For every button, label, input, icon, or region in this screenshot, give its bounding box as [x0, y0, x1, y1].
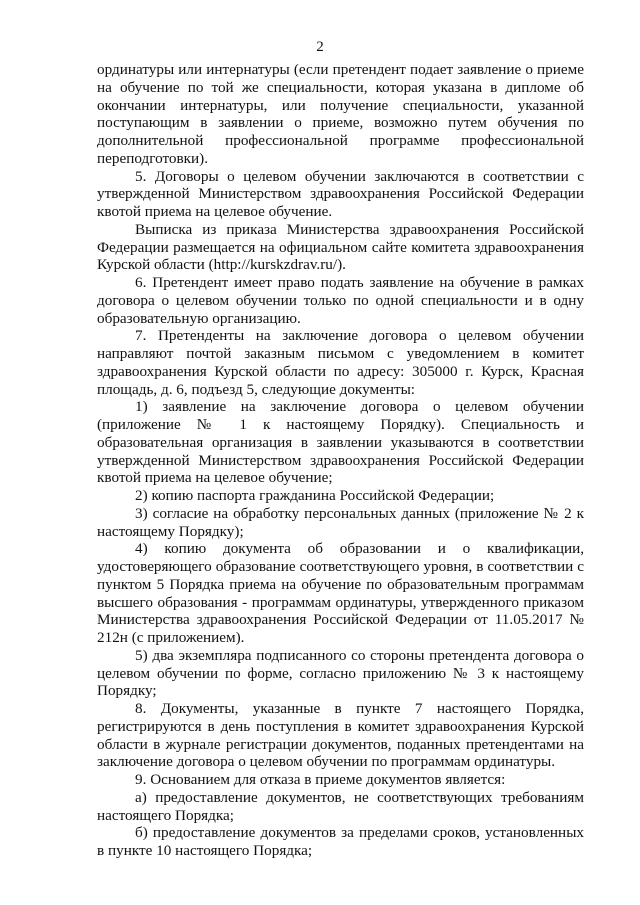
- document-body: [97, 61, 584, 860]
- paragraph-item-6: 6. Претендент имеет право подать заявление на обучение в рамках договора о целевом обучении только по одной специальности и в одну образовательную организацию.: [97, 274, 584, 327]
- paragraph-subitem-2: 2) копию паспорта гражданина Российской Федерации;: [135, 487, 495, 504]
- paragraph-continuation: ординатуры или интернатуры (если претендент подает заявление о приеме на обучение по той же специальности, которая указана в дипломе об окончании интернатуры, или получение специальности, указанной поступающим в заявлении о приеме, возможно путем обучения по дополнительной профессиональной программе профессиональной переподготовки).: [97, 61, 584, 167]
- paragraph-subitem-3: 3) согласие на обработку персональных данных (приложение № 2 к настоящему Порядку);: [97, 504, 584, 540]
- paragraph-item-5: 5. Договоры о целевом обучении заключаются в соответствии с утвержденной Министерством здравоохранения Российской Федерации квотой приема на целевое обучение.: [97, 167, 584, 220]
- paragraph-item-8: 8. Документы, указанные в пункте 7 настоящего Порядка, регистрируются в день поступления в комитет здравоохранения Курской области в журнале регистрации документов, поданных претендентами на заключение договора о целевом обучении по программам ординатуры.: [97, 700, 584, 771]
- paragraph-extract: Выписка из приказа Министерства здравоохранения Российской Федерации размещается на официальном сайте комитета здравоохранения Курской области (http://kurskzdrav.ru/).: [97, 220, 584, 274]
- paragraph-item-9: 9. Основанием для отказа в приеме документов является:: [135, 771, 506, 788]
- paragraph-subitem-4: 4) копию документа об образовании и о квалификации, удостоверяющего образование соответствующего уровня, в соответствии с пунктом 5 Порядка приема на обучение по образовательным программам высшего образования - программам ординатуры, утвержденного приказом Министерства здравоохранения Российской Федерации от 11.05.2017 № 212н (с приложением).: [97, 540, 584, 646]
- paragraph-subitem-1: 1) заявление на заключение договора о целевом обучении (приложение № 1 к настоящему Порядку). Специальность и образовательная организация в заявлении указываются в соответствии утвержденной Министерством здравоохранения Российской Федерации квотой приема на целевое обучение;: [97, 398, 584, 487]
- page-number: 2: [316, 39, 324, 55]
- paragraph-subitem-5: 5) два экземпляра подписанного со стороны претендента договора о целевом обучении по форме, согласно приложению № 3 к настоящему Порядку;: [97, 646, 584, 700]
- paragraph-item-7: 7. Претенденты на заключение договора о целевом обучении направляют почтой заказным письмом с уведомлением в комитет здравоохранения Курской области по адресу: 305000 г. Курск, Красная площадь, д. 6, подъезд 5, следующие документы:: [97, 327, 584, 398]
- paragraph-subitem-b: б) предоставление документов за пределами сроков, установленных в пункте 10 настоящего Порядка;: [97, 824, 584, 859]
- paragraph-subitem-a: а) предоставление документов, не соответствующих требованиям настоящего Порядка;: [97, 788, 584, 824]
